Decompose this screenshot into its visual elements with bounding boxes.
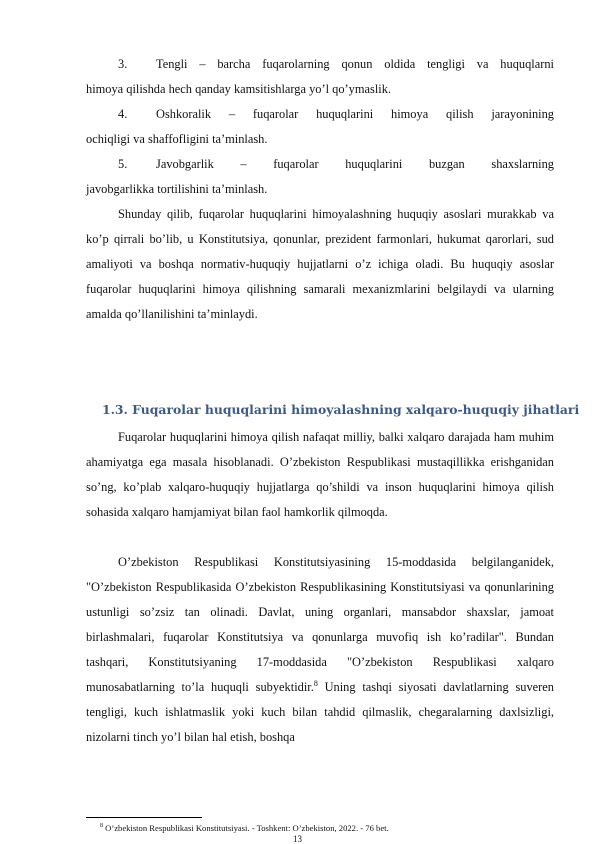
list-text-first-line: Javobgarlik – fuqarolar huquqlarini buzgan shaxslarning <box>156 157 554 171</box>
constitution-text-before: O’zbekiston Respublikasi Konstitutsiyasining 15-moddasida belgilanganidek, "O’zbekiston Respublikasida O’zbekiston Respublikasining Konstitutsiyasi va qonunlarining ustunligi so’zsiz tan olinadi. Davlat, uning organlari, mansabdor shaxslar, jamoat birlashmalari, fuqarolar Konstitutsiya va qonunlarga muvofiq ish ko’radilar". Bundan tashqari, Konstitutsiyaning 17-moddasida "O’zbekiston Respublikasi xalqaro munosabatlarning to’la huquqli subyektidir. <box>86 555 554 694</box>
footnote-text: O’zbekiston Respublikasi Konstitutsiyasi. - Toshkent: O’zbekiston, 2022. - 76 bet. <box>103 823 389 833</box>
list-text-continuation: ochiqligi va shaffofligini ta’minlash. <box>86 132 268 146</box>
footnote-number: 8 <box>100 823 103 830</box>
summary-paragraph: Shunday qilib, fuqarolar huquqlarini himoyalashning huquqiy asoslari murakkab va ko’p qirrali bo’lib, u Konstitutsiya, qonunlar, prezident farmonlari, hukumat qarorlari, sud amaliyoti va boshqa normativ-huquqiy hujjatlarni o’z ichiga oladi. Bu huquqiy asoslar fuqarolar huquqlarini himoya qilishning samarali mexanizmlarini belgilaydi va ularning amalda qo’llanilishini ta’minlaydi. <box>86 207 554 321</box>
list-text-continuation: himoya qilishda hech qanday kamsitishlarga yo’l qo’ymaslik. <box>86 82 392 96</box>
constitution-paragraph <box>86 550 554 750</box>
section-heading: 1.3. Fuqarolar huquqlarini himoyalashning xalqaro-huquqiy jihatlari <box>102 402 580 417</box>
list-number: 3. <box>118 57 128 71</box>
footnote <box>100 823 389 834</box>
list-text-first-line: Oshkoralik – fuqarolar huquqlarini himoya qilish jarayonining <box>156 107 554 121</box>
list-text-continuation: javobgarlikka tortilishini ta’minlash. <box>86 182 268 196</box>
list-text-first-line: Tengli – barcha fuqarolarning qonun oldida tengligi va huquqlarni <box>156 57 554 71</box>
constitution-text-after: Uning tashqi siyosati davlatlarning suveren tengligi, kuch ishlatmaslik yoki kuch bilan tahdid qilmaslik, chegaralarning daxlsizligi, nizolarni tinch yo’l bilan hal etish, boshqa <box>86 680 554 744</box>
footnote-separator <box>86 817 202 818</box>
list-number: 4. <box>118 107 128 121</box>
footnote-reference: 8 <box>313 678 318 688</box>
page-number: 13 <box>293 834 302 844</box>
international-paragraph: Fuqarolar huquqlarini himoya qilish nafaqat milliy, balki xalqaro darajada ham muhim ahamiyatga ega masala hisoblanadi. O’zbekiston Respublikasi mustaqillikka erishganidan so’ng, ko’plab xalqaro-huquqiy hujjatlarga qo’shildi va inson huquqlarini himoya qilish sohasida xalqaro hamjamiyat bilan faol hamkorlik qilmoqda. <box>86 430 554 519</box>
list-number: 5. <box>118 157 128 171</box>
